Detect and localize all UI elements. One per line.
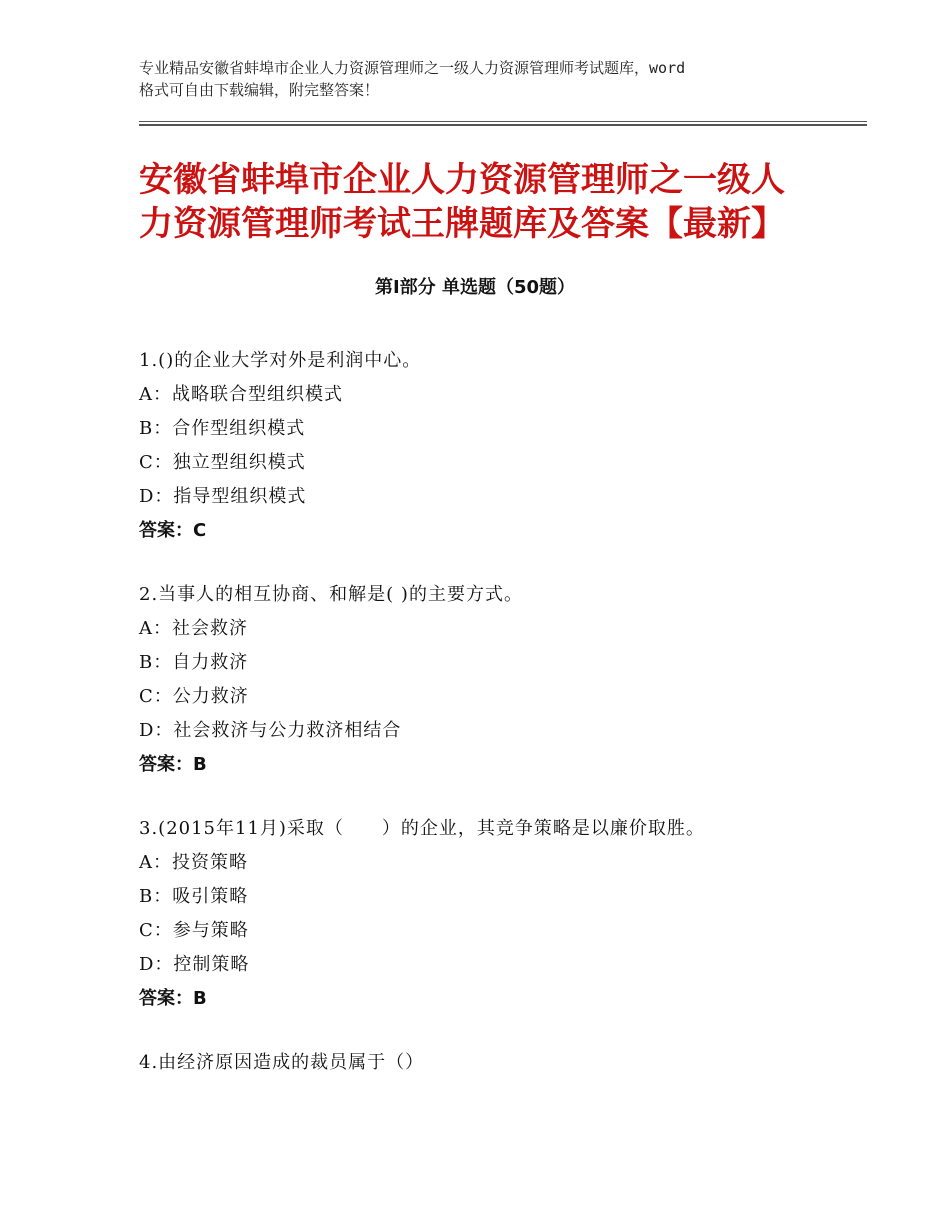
question-stem: 4.由经济原因造成的裁员属于（） xyxy=(139,1052,425,1073)
answer-label: 答案：B xyxy=(139,988,207,1009)
question-item xyxy=(139,344,839,548)
option-a: A：投资策略 xyxy=(139,852,248,873)
question-item xyxy=(139,578,839,782)
document-title-line-2: 力资源管理师考试王牌题库及答案【最新】 xyxy=(139,204,785,244)
answer-label: 答案：B xyxy=(139,754,207,775)
option-c: C：独立型组织模式 xyxy=(139,452,306,473)
answer-label: 答案：C xyxy=(139,520,207,541)
question-item xyxy=(139,812,839,1016)
question-stem: 3.(2015年11月)采取（ ）的企业，其竞争策略是以廉价取胜。 xyxy=(139,818,705,839)
document-title-line-1: 安徽省蚌埠市企业人力资源管理师之一级人 xyxy=(139,160,785,200)
option-d: D：社会救济与公力救济相结合 xyxy=(139,720,402,741)
option-b: B：自力救济 xyxy=(139,652,249,673)
question-stem: 1.()的企业大学对外是利润中心。 xyxy=(139,350,422,371)
option-b: B：吸引策略 xyxy=(139,886,249,907)
question-stem: 2.当事人的相互协商、和解是( )的主要方式。 xyxy=(139,584,523,605)
header-divider-thin xyxy=(139,121,867,122)
header-note-line-2: 格式可自由下载编辑，附完整答案！ xyxy=(139,81,380,99)
question-item xyxy=(139,1046,839,1080)
option-c: C：参与策略 xyxy=(139,920,249,941)
option-c: C：公力救济 xyxy=(139,686,249,707)
document-title xyxy=(139,158,829,246)
option-a: A：社会救济 xyxy=(139,618,248,639)
header-divider-thick xyxy=(139,124,867,126)
option-d: D：控制策略 xyxy=(139,954,250,975)
header-note-line-1: 专业精品安徽省蚌埠市企业人力资源管理师之一级人力资源管理师考试题库，word xyxy=(139,59,686,77)
question-list xyxy=(139,344,839,1110)
option-a: A：战略联合型组织模式 xyxy=(139,384,343,405)
option-d: D：指导型组织模式 xyxy=(139,486,307,507)
section-heading: 第Ⅰ部分 单选题（50题） xyxy=(374,277,575,298)
header-note xyxy=(139,57,839,101)
option-b: B：合作型组织模式 xyxy=(139,418,306,439)
